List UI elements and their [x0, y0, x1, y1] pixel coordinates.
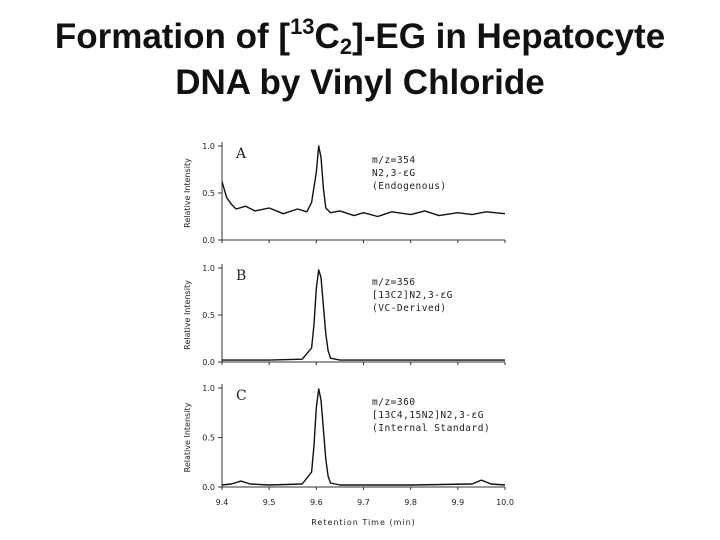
x-tick-label: 10.0: [496, 498, 514, 507]
title-text-c: ]-EG in Hepatocyte: [352, 17, 666, 56]
y-tick-label: 1.0: [202, 142, 215, 151]
peak-annotation: m/z=354: [372, 155, 416, 166]
peak-annotation: (VC-Derived): [372, 303, 447, 314]
x-tick-label: 9.9: [451, 498, 465, 507]
x-tick-label: 9.4: [215, 498, 229, 507]
y-tick-label: 0.0: [202, 358, 215, 367]
chromatogram-trace: [222, 146, 505, 217]
peak-annotation: N2,3-εG: [372, 168, 416, 179]
title-superscript: 13: [290, 14, 315, 39]
x-tick-label: 9.6: [309, 498, 323, 507]
x-tick-label: 9.5: [262, 498, 276, 507]
panel-label: B: [236, 268, 247, 284]
peak-annotation: m/z=356: [372, 277, 416, 288]
title-text-a: Formation of [: [54, 17, 291, 56]
y-tick-label: 0.5: [202, 433, 215, 443]
peak-annotation: [13C4,15N2]N2,3-εG: [372, 410, 484, 421]
title-subscript: 2: [339, 34, 353, 59]
peak-annotation: (Endogenous): [372, 181, 447, 192]
title-text-b: C: [314, 17, 340, 56]
y-tick-label: 0.0: [202, 236, 215, 245]
peak-annotation: (Internal Standard): [372, 423, 491, 434]
x-axis-label: Retention Time (min): [311, 518, 416, 527]
chromatogram-trace: [222, 389, 505, 485]
y-axis-label: Relative Intensity: [183, 280, 192, 350]
title-line-2: DNA by Vinyl Chloride: [175, 63, 545, 102]
y-axis-label: Relative Intensity: [183, 158, 192, 228]
y-tick-label: 1.0: [202, 264, 215, 273]
peak-annotation: m/z=360: [372, 397, 416, 408]
peak-annotation: [13C2]N2,3-εG: [372, 290, 453, 301]
y-tick-label: 0.0: [202, 483, 215, 492]
y-tick-label: 0.5: [202, 311, 215, 320]
x-tick-label: 9.8: [404, 498, 418, 507]
y-tick-label: 1.0: [202, 384, 215, 393]
y-tick-label: 0.5: [202, 189, 215, 198]
panel-label: C: [236, 388, 247, 404]
panel-label: A: [236, 146, 247, 162]
chromatogram-trace: [222, 270, 505, 360]
x-tick-label: 9.7: [357, 498, 370, 507]
y-axis-label: Relative Intensity: [183, 402, 192, 473]
